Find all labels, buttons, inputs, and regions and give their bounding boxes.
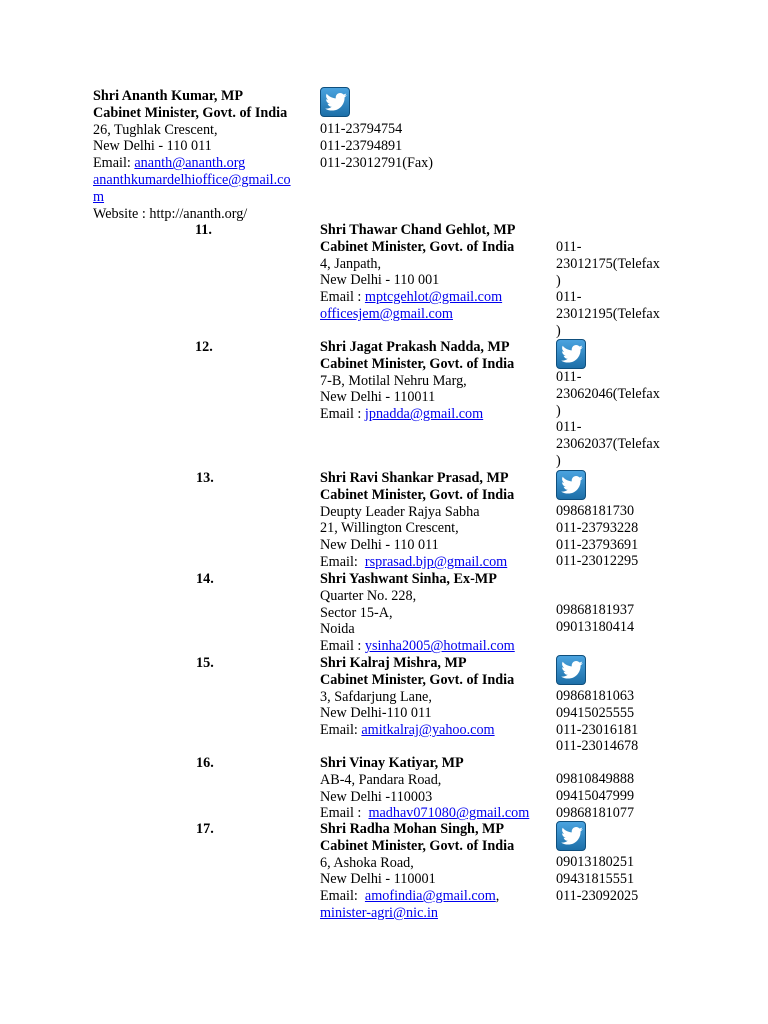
entry-name: Shri Vinay Katiyar, MP [320,755,464,771]
email-link[interactable]: jpnadda@gmail.com [364,406,484,423]
phone-list [556,771,676,821]
entry-singh [320,821,514,922]
phone-number: 09868181730 [556,503,635,519]
entry-address: Noida [320,621,355,638]
phone-number: 23062037(Telefax [556,436,660,453]
twitter-bird-icon[interactable] [320,87,350,117]
phone-number: ) [556,272,561,289]
entry-name: Shri Radha Mohan Singh, MP [320,821,505,837]
entry-mishra [320,655,514,739]
email-link[interactable]: amofindia@gmail.com [364,888,496,905]
entry-email-line [320,406,514,423]
email-label: Email : [320,289,362,306]
entry-prasad [320,470,514,571]
entry-title: Cabinet Minister, Govt. of India [320,238,515,255]
phone-number: 09868181077 [556,804,635,821]
email-separator: , [495,888,500,905]
phone-number: 011- [556,289,582,306]
entry-address: New Delhi-110 011 [320,705,432,722]
entry-name: Shri Yashwant Sinha, Ex-MP [320,571,497,587]
phone-number: 09431815551 [556,870,635,887]
phone-number: 09415025555 [556,704,635,721]
email-label: Email: [320,888,358,905]
entry-address: New Delhi - 110011 [320,389,436,406]
phone-list [556,854,676,904]
entry-address: New Delhi - 110 011 [320,537,439,554]
phone-list [556,688,676,755]
email-link-secondary[interactable]: ananthkumardelhioffice@gmail.co [93,171,291,188]
email-link[interactable]: ysinha2005@hotmail.com [364,638,515,655]
phone-number: 23012195(Telefax [556,306,660,323]
entry-number: 15. [196,655,214,671]
entry-name: Shri Kalraj Mishra, MP [320,655,467,671]
phone-number: 09868181937 [556,602,635,618]
entry-address: 7-B, Motilal Nehru Marg, [320,372,467,389]
entry-sinha [320,571,515,655]
phone-number: 23062046(Telefax [556,385,660,402]
entry-number: 11. [195,222,212,238]
entry-ananth-kumar [93,88,291,222]
email-label: Email : [320,638,362,655]
email-link-secondary-wrap[interactable]: m [93,188,105,205]
phone-list [556,602,676,636]
entry-email-line [320,289,515,306]
phone-list [556,503,676,570]
email-link-secondary[interactable]: minister-agri@nic.in [320,904,438,921]
twitter-bird-icon[interactable] [556,655,586,685]
phone-number: 23012175(Telefax [556,255,660,272]
entry-email-line [320,554,514,571]
entry-address: New Delhi -110003 [320,788,433,805]
email-label: Email: [320,722,358,739]
entry-email-line [93,155,291,172]
entry-title: Cabinet Minister, Govt. of India [320,671,515,688]
phone-number: 011-23012791(Fax) [320,154,433,171]
phone-number: ) [556,452,561,469]
entry-number: 13. [196,470,214,486]
phone-number: 011- [556,369,582,385]
phone-number: 011-23793691 [556,536,639,553]
phone-number: 011- [556,419,582,436]
phone-list [556,239,676,340]
entry-title: Cabinet Minister, Govt. of India [93,104,288,121]
email-link[interactable]: rsprasad.bjp@gmail.com [364,553,508,570]
phone-number: 011-23012295 [556,553,639,570]
phone-number: 011-23092025 [556,887,639,904]
phone-number: 011-23793228 [556,519,639,536]
entry-katiyar [320,755,529,822]
phone-number: ) [556,322,561,339]
phone-number: 011-23016181 [556,721,639,738]
entry-title: Cabinet Minister, Govt. of India [320,486,515,503]
twitter-bird-icon[interactable] [556,821,586,851]
email-label: Email : [320,406,362,423]
email-label: Email: [320,553,358,570]
phone-number: ) [556,402,561,419]
email-link-secondary[interactable]: officesjem@gmail.com [320,305,453,322]
entry-number: 17. [196,821,214,837]
twitter-bird-icon[interactable] [556,470,586,500]
website-line: Website : http://ananth.org/ [93,205,248,222]
entry-email-line [320,805,529,822]
email-link[interactable]: mptcgehlot@gmail.com [364,289,503,306]
entry-gehlot [320,222,515,323]
entry-address: 21, Willington Crescent, [320,520,459,537]
entry-name: Shri Jagat Prakash Nadda, MP [320,339,510,355]
email-link[interactable]: ananth@ananth.org [134,155,246,172]
email-link[interactable]: amitkalraj@yahoo.com [361,722,495,739]
entry-address: 26, Tughlak Crescent, [93,121,218,138]
phone-list [320,121,440,171]
entry-address: Sector 15-A, [320,604,393,621]
entry-address: New Delhi - 110001 [320,871,436,888]
phone-number: 09013180414 [556,618,635,635]
phone-number: 011- [556,239,582,255]
entry-number: 12. [195,339,213,355]
phone-list [556,369,676,470]
email-label: Email : [320,805,362,822]
entry-email-line [320,888,514,905]
entry-number: 16. [196,755,214,771]
phone-number: 011-23794891 [320,137,403,154]
entry-number: 14. [196,571,214,587]
phone-number: 011-23014678 [556,738,639,755]
entry-address: 4, Janpath, [320,255,382,272]
entry-title: Cabinet Minister, Govt. of India [320,355,515,372]
phone-number: 09810849888 [556,771,635,787]
entry-address: Deupty Leader Rajya Sabha [320,503,480,520]
phone-number: 09415047999 [556,787,635,804]
email-label: Email: [93,155,131,172]
entry-email-line [320,638,515,655]
twitter-bird-icon[interactable] [556,339,586,369]
entry-address: 3, Safdarjung Lane, [320,688,432,705]
entry-email-line [320,722,514,739]
entry-name: Shri Ravi Shankar Prasad, MP [320,470,509,486]
entry-address: 6, Ashoka Road, [320,854,414,871]
phone-number: 09013180251 [556,854,635,870]
entry-name: Shri Thawar Chand Gehlot, MP [320,222,516,238]
entry-address: Quarter No. 228, [320,587,417,604]
entry-name: Shri Ananth Kumar, MP [93,88,244,104]
entry-address: New Delhi - 110 011 [93,138,212,155]
entry-nadda [320,339,514,423]
entry-title: Cabinet Minister, Govt. of India [320,837,515,854]
phone-number: 011-23794754 [320,121,403,137]
entry-address: New Delhi - 110 001 [320,272,440,289]
entry-address: AB-4, Pandara Road, [320,771,442,788]
phone-number: 09868181063 [556,688,635,704]
email-link[interactable]: madhav071080@gmail.com [368,805,530,822]
